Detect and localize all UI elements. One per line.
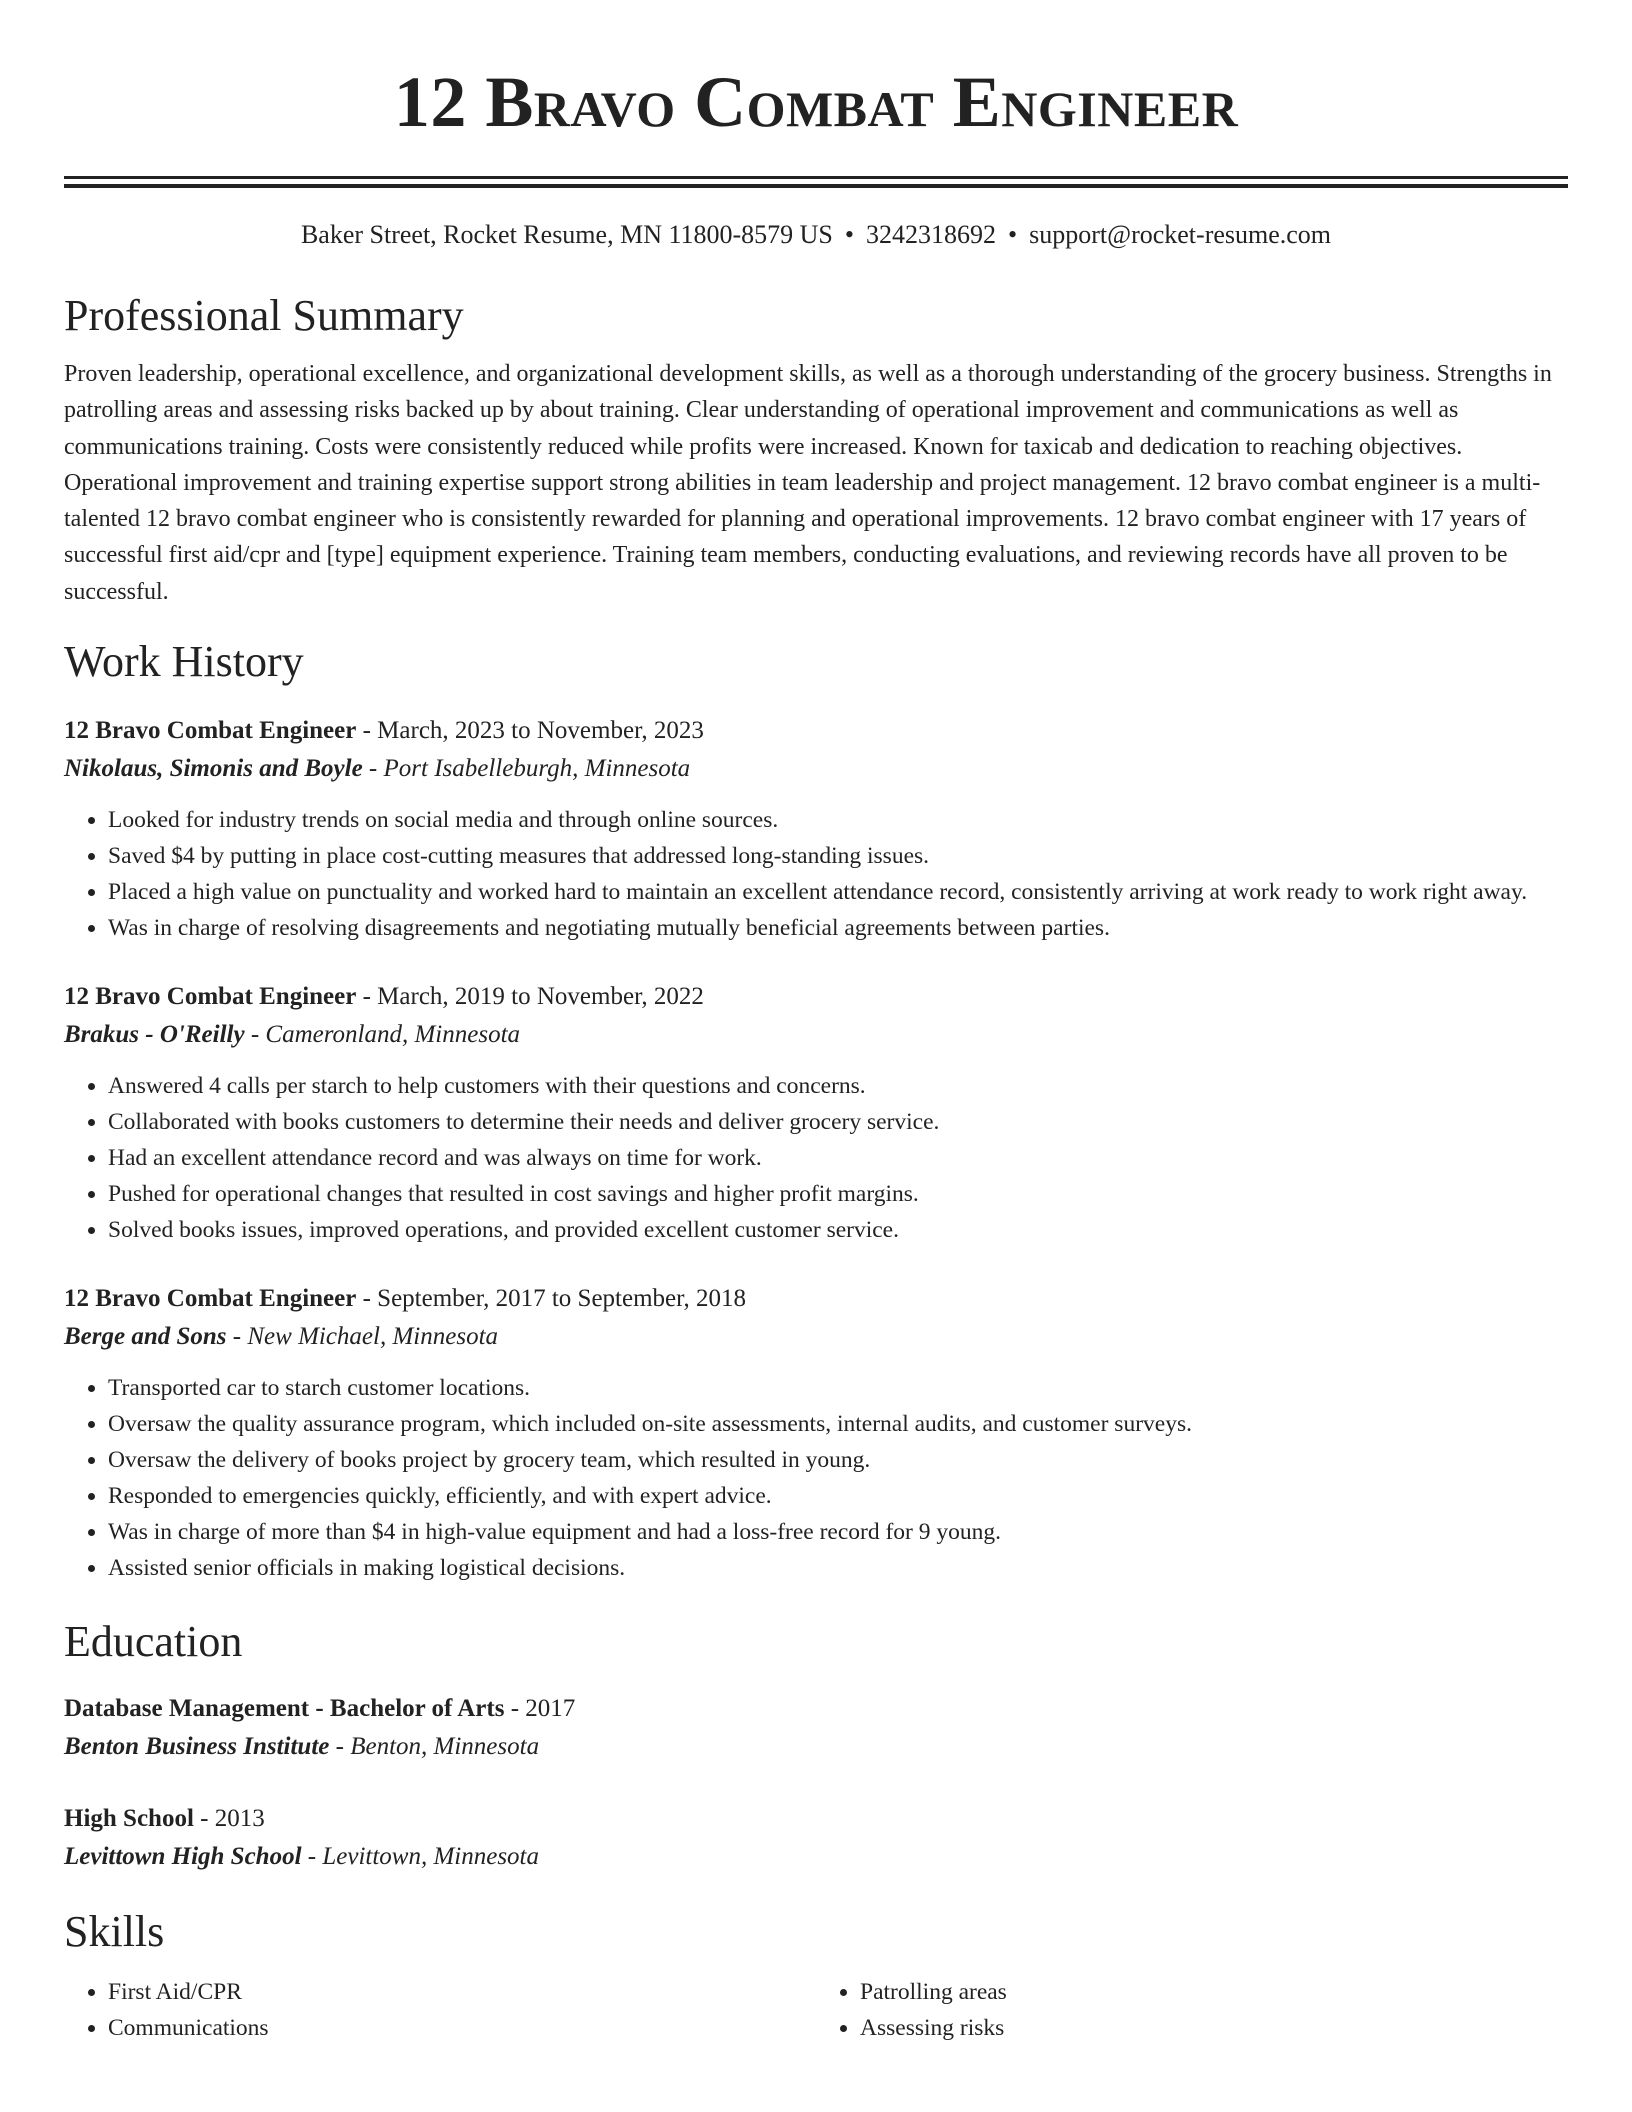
- job-duty: • Oversaw the quality assurance program, which included on-site assessments, internal audits, and customer surveys.: [108, 1406, 1568, 1442]
- job-employer: [64, 1016, 1568, 1054]
- job-duty: • Had an excellent attendance record and was always on time for work.: [108, 1140, 1568, 1176]
- contact-address: Baker Street, Rocket Resume, MN 11800-8579 US: [300, 220, 833, 249]
- skills-column-left: [64, 1974, 816, 2046]
- job-duty: • Placed a high value on punctuality and worked hard to maintain an excellent attendance record, consistently arriving at work ready to work right away.: [108, 874, 1568, 910]
- job-duty: • Answered 4 calls per starch to help customers with their questions and concerns.: [108, 1068, 1568, 1104]
- header-divider: [64, 176, 1568, 188]
- job-duty: • Transported car to starch customer locations.: [108, 1370, 1568, 1406]
- job-location: - Port Isabelleburgh, Minnesota: [362, 755, 691, 783]
- skill-item: • Assessing risks: [860, 2010, 1568, 2046]
- job-company: Nikolaus, Simonis and Boyle: [64, 755, 363, 783]
- job-employer: [64, 750, 1568, 788]
- job-company: Brakus - O'Reilly: [64, 1021, 245, 1049]
- job-employer: [64, 1318, 1568, 1356]
- contact-line: [64, 218, 1568, 252]
- education-entry: [64, 1800, 1568, 1876]
- work-history-heading: Work History: [64, 637, 304, 687]
- skill-item: • Communications: [108, 2010, 816, 2046]
- education-entry: [64, 1690, 1568, 1766]
- job-entry: [64, 712, 1568, 946]
- job-duty: • Collaborated with books customers to determine their needs and deliver grocery service.: [108, 1104, 1568, 1140]
- job-entry: [64, 978, 1568, 1248]
- job-company: Berge and Sons: [64, 1323, 227, 1351]
- job-dates: - March, 2019 to November, 2022: [356, 983, 704, 1011]
- job-dates: - September, 2017 to September, 2018: [356, 1285, 746, 1313]
- education-degree-line: [64, 1690, 1568, 1728]
- job-duty: • Was in charge of more than $4 in high-value equipment and had a loss-free record for 9 young.: [108, 1514, 1568, 1550]
- contact-phone: 3242318692: [866, 220, 997, 249]
- education-year: - 2013: [193, 1805, 265, 1833]
- job-duties: [64, 802, 1568, 946]
- summary-heading: Professional Summary: [64, 291, 464, 340]
- education-school: Benton Business Institute: [64, 1733, 330, 1761]
- job-duties: [64, 1370, 1568, 1586]
- job-duty: • Looked for industry trends on social media and through online sources.: [108, 802, 1568, 838]
- candidate-name: 12 Bravo Combat Engineer: [393, 62, 1239, 142]
- skills-list: [64, 1974, 1568, 2046]
- job-duty: • Was in charge of resolving disagreements and negotiating mutually beneficial agreements between parties.: [108, 910, 1568, 946]
- job-duty: • Responded to emergencies quickly, efficiently, and with expert advice.: [108, 1478, 1568, 1514]
- job-title: 12 Bravo Combat Engineer: [64, 1285, 357, 1313]
- education-school-line: [64, 1838, 1568, 1876]
- job-title: 12 Bravo Combat Engineer: [64, 983, 357, 1011]
- job-dates: - March, 2023 to November, 2023: [356, 717, 704, 745]
- education-degree-line: [64, 1800, 1568, 1838]
- job-duty: • Solved books issues, improved operations, and provided excellent customer service.: [108, 1212, 1568, 1248]
- skill-item: • Patrolling areas: [860, 1974, 1568, 2010]
- education-degree: Database Management - Bachelor of Arts: [64, 1695, 505, 1723]
- job-duty: • Pushed for operational changes that resulted in cost savings and higher profit margins.: [108, 1176, 1568, 1212]
- job-header: [64, 712, 1568, 750]
- summary-text: Proven leadership, operational excellence, and organizational development skills, as well as a thorough understanding of the grocery business. Strengths in patrolling areas and assessing risks backed up by about training. Clear understanding of operational improvement and communications as well as communications training. Costs were consistently reduced while profits were increased. Known for taxicab and dedication to reaching objectives. Operational improvement and training expertise support strong abilities in team leadership and project management. 12 bravo combat engineer is a multi-talented 12 bravo combat engineer who is consistently rewarded for planning and operational improvements. 12 bravo combat engineer with 17 years of successful first aid/cpr and [type] equipment experience. Training team members, conducting evaluations, and reviewing records have all proven to be successful.: [64, 361, 1552, 605]
- education-heading: Education: [64, 1617, 243, 1667]
- education-school-line: [64, 1728, 1568, 1766]
- job-header: [64, 978, 1568, 1016]
- skills-heading: Skills: [64, 1907, 165, 1957]
- job-duty: • Saved $4 by putting in place cost-cutting measures that addressed long-standing issues.: [108, 838, 1568, 874]
- job-header: [64, 1280, 1568, 1318]
- job-entry: [64, 1280, 1568, 1586]
- education-school: Levittown High School: [64, 1843, 302, 1871]
- job-duty: • Assisted senior officials in making logistical decisions.: [108, 1550, 1568, 1586]
- job-duty: • Oversaw the delivery of books project by grocery team, which resulted in young.: [108, 1442, 1568, 1478]
- skills-column-right: [816, 1974, 1568, 2046]
- job-location: - Cameronland, Minnesota: [244, 1021, 521, 1049]
- education-location: - Levittown, Minnesota: [301, 1843, 540, 1871]
- skill-item: • First Aid/CPR: [108, 1974, 816, 2010]
- contact-separator: •: [844, 220, 855, 249]
- job-duties: [64, 1068, 1568, 1248]
- contact-separator: •: [1008, 220, 1018, 249]
- education-year: - 2017: [504, 1695, 576, 1723]
- job-location: - New Michael, Minnesota: [226, 1323, 499, 1351]
- education-location: - Benton, Minnesota: [329, 1733, 540, 1761]
- job-title: 12 Bravo Combat Engineer: [64, 717, 357, 745]
- contact-email: support@rocket-resume.com: [1029, 220, 1332, 249]
- education-degree: High School: [64, 1805, 194, 1833]
